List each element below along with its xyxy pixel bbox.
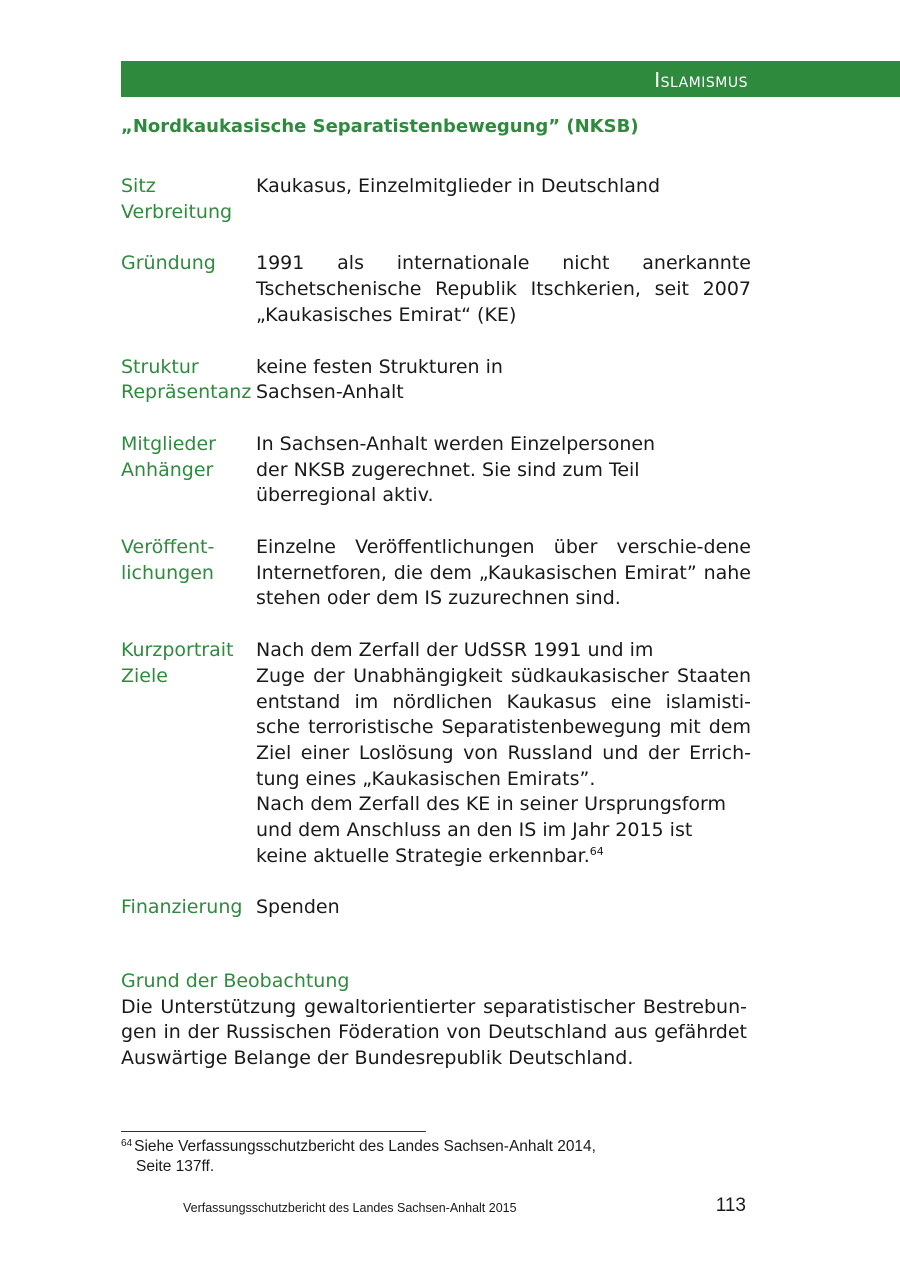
page-number: 113 [715,1195,746,1216]
entry-label: Kurzportrait Ziele [121,639,234,687]
entry-value: 1991 als internationale nicht anerkannte Tschetschenische Republik Itschkerien, seit 2007 „Kaukasisches Emirat“ (KE) [256,252,751,326]
entry-label: Struktur Repräsentanz [121,355,252,404]
entry-value: keine festen Strukturen in Sachsen-Anhalt [256,355,503,404]
entry-value: Nach dem Zerfall der UdSSR 1991 und im Zuge der Unabhängigkeit südkaukasischer Staaten entstand im nördlichen Kaukasus eine islamisti-sche terroristische Separatistenbewegung mit dem Ziel einer Loslösung von Russland und der Errich-tung eines „Kaukasischen Emirats”. Nach dem Zerfall des KE in seiner Ursprungsform und dem Anschluss an den IS im Jahr 2015 ist keine aktuelle Strategie erkennbar.$^{64}$ [256,639,751,867]
entry-struktur [121,355,751,406]
footnote [121,1137,681,1177]
footnote-line-2: Seite 137ff. [136,1158,215,1175]
footnote-number: 64 [121,1138,133,1149]
entry-sitz [121,174,751,225]
observation-heading: Grund der Beobachtung [121,970,350,992]
entry-value: Einzelne Veröffentlichungen über verschie-dene Internetforen, die dem „Kaukasischen Emirat” nahe stehen oder dem IS zuzurechnen sind. [256,536,751,610]
footnote-line-1: Siehe Verfassungsschutzbericht des Landes Sachsen-Anhalt 2014, [134,1138,596,1155]
entry-value: Spenden [256,896,340,919]
entry-value: Kaukasus, Einzelmitglieder in Deutschland [256,175,661,197]
entry-kurzportrait [121,638,751,869]
observation-text: Die Unterstützung gewaltorientierter separatistischer Bestrebun-gen in der Russischen Föderation von Deutschland aus gefährdet Auswärtige Belange der Bundesrepublik Deutschland. [121,995,747,1070]
entry-finanzierung [121,895,751,921]
entry-value: In Sachsen-Anhalt werden Einzelpersonen der NKSB zugerechnet. Sie sind zum Teil überregional aktiv. [256,432,656,507]
section-header-band [121,61,900,97]
page-title: „Nordkaukasische Separatistenbewegung” (NKSB) [121,116,639,137]
entry-gruendung [121,251,751,328]
footer-publication: Verfassungsschutzbericht des Landes Sachsen-Anhalt 2015 [183,1201,517,1215]
section-title: Islamismus [654,68,748,92]
entry-label: Gründung [121,252,216,275]
entry-label: Finanzierung [121,896,243,919]
profile-entries [121,174,751,947]
entry-veroeffentlichungen [121,535,751,612]
observation-section [121,969,747,1072]
entry-label: Veröffent- lichungen [121,536,215,584]
footnote-ref[interactable]: 64 [589,844,604,858]
footnote-divider [121,1131,426,1132]
entry-label: Sitz Verbreitung [121,175,233,223]
entry-label: Mitglieder Anhänger [121,432,216,481]
entry-mitglieder [121,432,751,509]
